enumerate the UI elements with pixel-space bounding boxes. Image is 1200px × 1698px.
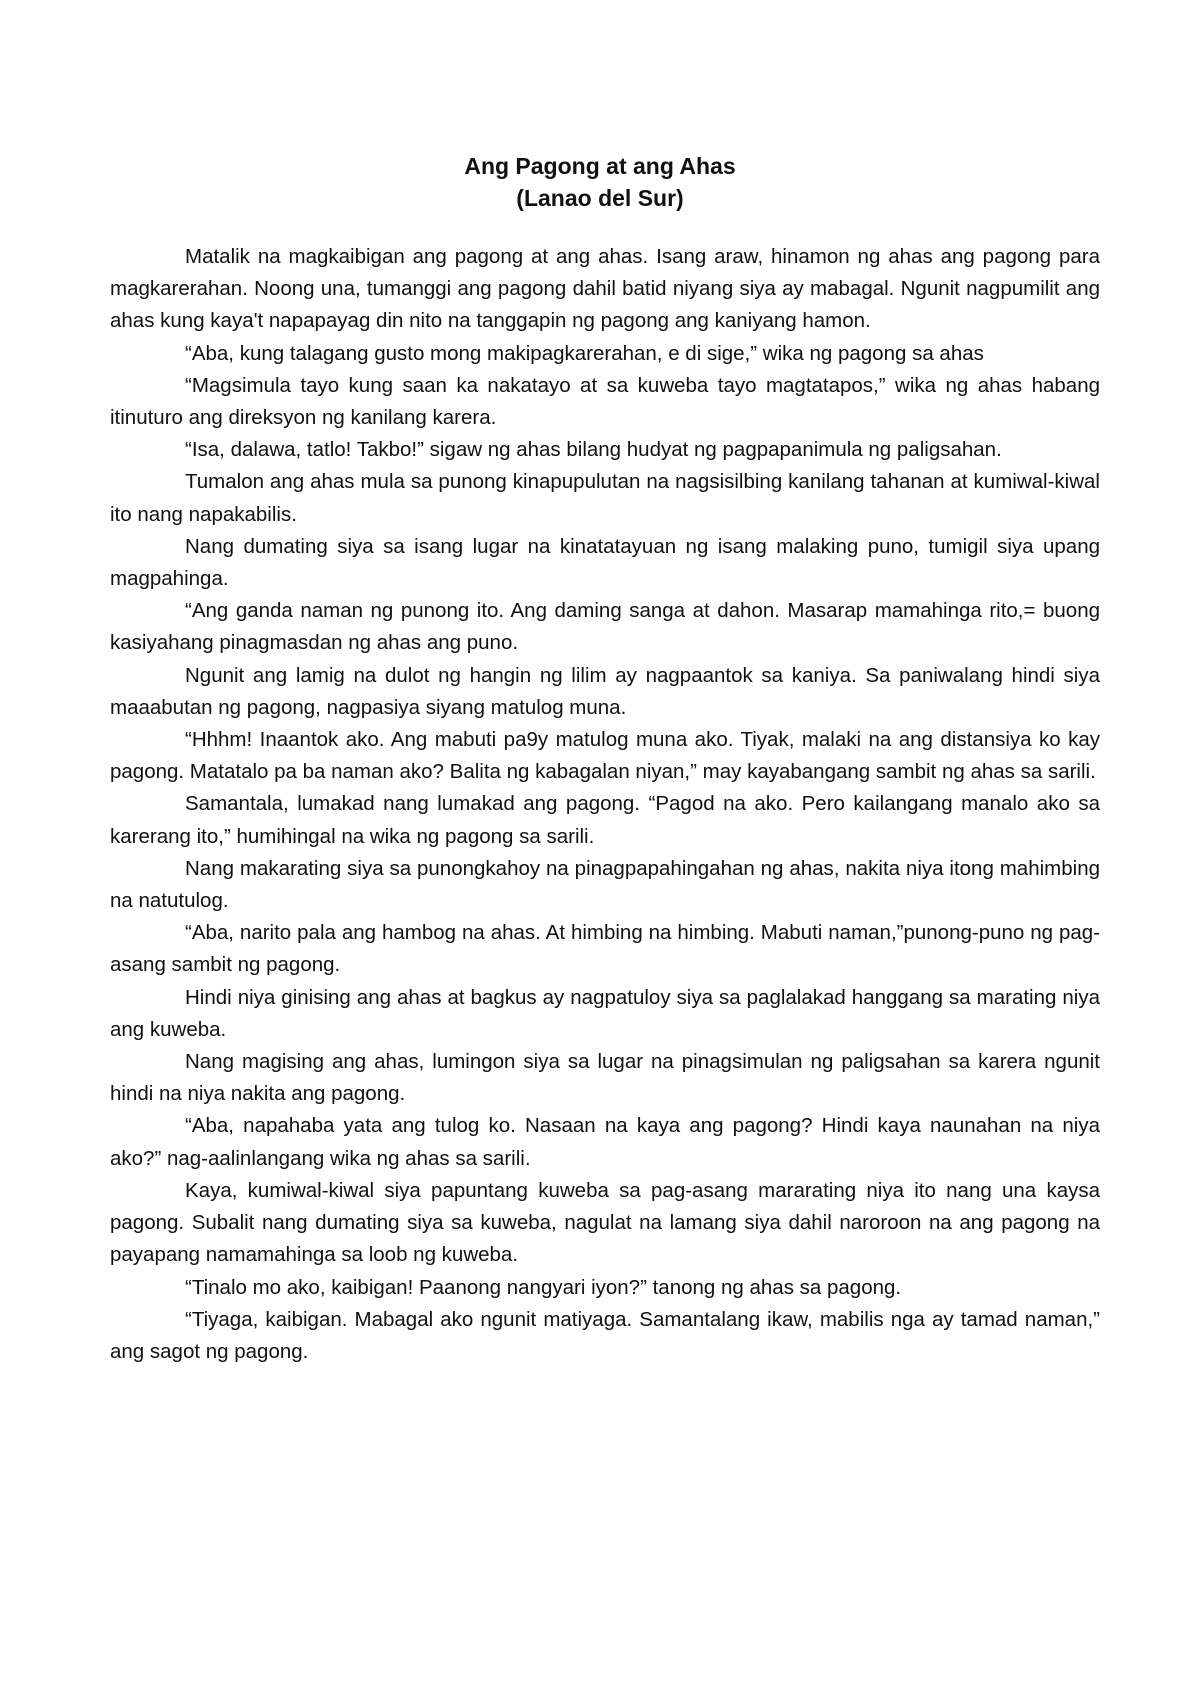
story-paragraph: Tumalon ang ahas mula sa punong kinapupulutan na nagsisilbing kanilang tahanan at kumiwal-kiwal ito nang napakabilis. bbox=[110, 470, 1100, 526]
story-paragraph: “Ang ganda naman ng punong ito. Ang daming sanga at dahon. Masarap mamahinga rito,= buong kasiyahang pinagmasdan ng ahas ang puno. bbox=[110, 599, 1100, 655]
story-paragraph: “Magsimula tayo kung saan ka nakatayo at sa kuweba tayo magtatapos,” wika ng ahas habang itinuturo ang direksyon ng kanilang karera. bbox=[110, 373, 1100, 430]
story-paragraph: “Isa, dalawa, tatlo! Takbo!” sigaw ng ahas bilang hudyat ng pagpapanimula ng paligsahan. bbox=[185, 438, 1002, 462]
story-paragraph: “Aba, narito pala ang hambog na ahas. At himbing na himbing. Mabuti naman,”punong-puno ng pag-asang sambit ng pagong. bbox=[110, 921, 1100, 977]
story-paragraph: “Aba, napahaba yata ang tulog ko. Nasaan na kaya ang pagong? Hindi kaya naunahan na niya ako?” nag-aalinlangang wika ng ahas sa sarili. bbox=[110, 1114, 1100, 1170]
story-paragraph: Hindi niya ginising ang ahas at bagkus ay nagpatuloy siya sa paglalakad hanggang sa marating niya ang kuweba. bbox=[110, 985, 1100, 1041]
story-paragraph: “Tinalo mo ako, kaibigan! Paanong nangyari iyon?” tanong ng ahas sa pagong. bbox=[185, 1275, 902, 1299]
story-paragraph: Samantala, lumakad nang lumakad ang pagong. “Pagod na ako. Pero kailangang manalo ako sa karerang ito,” humihingal na wika ng pagong sa sarili. bbox=[110, 792, 1100, 848]
story-paragraph: “Aba, kung talagang gusto mong makipagkarerahan, e di sige,” wika ng pagong sa ahas bbox=[185, 341, 984, 365]
story-paragraph: Nang makarating siya sa punongkahoy na pinagpapahingahan ng ahas, nakita niya itong mahimbing na natutulog. bbox=[110, 856, 1100, 913]
title-block bbox=[0, 150, 1200, 214]
story-paragraph: Matalik na magkaibigan ang pagong at ang ahas. Isang araw, hinamon ng ahas ang pagong para magkarerahan. Noong una, tumanggi ang pagong dahil batid niyang siya ay mabagal. Ngunit nagpumilit ang ahas kung kaya't napapayag din nito na tanggapin ng pagong ang kaniyang hamon. bbox=[110, 245, 1100, 333]
story-paragraph: Kaya, kumiwal-kiwal siya papuntang kuweba sa pag-asang mararating niya ito nang una kaysa pagong. Subalit nang dumating siya sa kuweba, nagulat na lamang siya dahil naroroon na ang pagong na payapang namamahinga sa loob ng kuweba. bbox=[110, 1178, 1100, 1267]
story-title: Ang Pagong at ang Ahas bbox=[464, 153, 736, 179]
story-paragraph: Nang dumating siya sa isang lugar na kinatatayuan ng isang malaking puno, tumigil siya upang magpahinga. bbox=[110, 534, 1100, 591]
story-paragraph: Nang magising ang ahas, lumingon siya sa lugar na pinagsimulan ng paligsahan sa karera ngunit hindi na niya nakita ang pagong. bbox=[110, 1050, 1100, 1106]
story-subtitle: (Lanao del Sur) bbox=[516, 185, 684, 211]
story-body bbox=[110, 241, 1100, 1368]
story-paragraph: Ngunit ang lamig na dulot ng hangin ng lilim ay nagpaantok sa kaniya. Sa paniwalang hindi siya maaabutan ng pagong, nagpasiya siyang matulog muna. bbox=[110, 663, 1100, 719]
story-paragraph: “Tiyaga, kaibigan. Mabagal ako ngunit matiyaga. Samantalang ikaw, mabilis nga ay tamad naman,” ang sagot ng pagong. bbox=[110, 1307, 1100, 1363]
story-paragraph: “Hhhm! Inaantok ako. Ang mabuti pa9y matulog muna ako. Tiyak, malaki na ang distansiya ko kay pagong. Matatalo pa ba naman ako? Balita ng kabagalan niyan,” may kayabangang sambit ng ahas sa sarili. bbox=[110, 728, 1100, 784]
